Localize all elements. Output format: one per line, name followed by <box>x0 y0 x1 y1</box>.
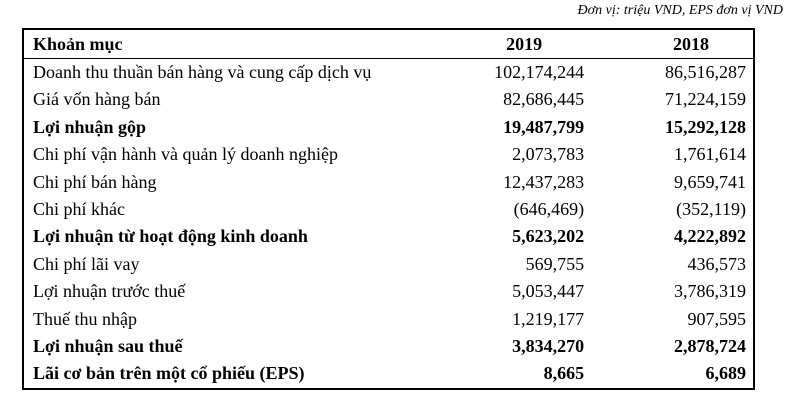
row-label: Doanh thu thuần bán hàng và cung cấp dịch vụ <box>33 62 372 82</box>
table-header-row <box>23 29 754 59</box>
row-value-2018: 907,595 <box>687 308 746 329</box>
header-item: Khoản mục <box>33 34 123 54</box>
unit-note: Đơn vị: triệu VND, EPS đơn vị VND <box>577 3 783 18</box>
row-value-2018: 4,222,892 <box>674 226 746 247</box>
header-2018: 2018 <box>673 34 710 54</box>
header-2019: 2019 <box>506 34 543 54</box>
table-body <box>23 59 754 389</box>
row-label: Lãi cơ bản trên một cổ phiếu (EPS) <box>33 363 305 384</box>
row-label: Chi phí khác <box>33 199 125 220</box>
row-value-2019: 102,174,244 <box>494 62 585 82</box>
row-value-2019: 3,834,270 <box>512 336 585 357</box>
table-row <box>23 333 754 360</box>
row-value-2018: 3,786,319 <box>674 281 746 302</box>
row-value-2018: 6,689 <box>705 363 746 384</box>
row-value-2019: 12,437,283 <box>503 171 585 192</box>
row-value-2019: 569,755 <box>525 253 585 274</box>
row-value-2019: 5,623,202 <box>512 226 585 247</box>
table-row <box>23 306 754 333</box>
row-value-2019: (646,469) <box>513 199 585 220</box>
row-value-2019: 82,686,445 <box>503 89 585 110</box>
income-statement-table <box>22 28 755 390</box>
table-row <box>23 278 754 305</box>
table-row <box>23 59 754 87</box>
table-row <box>23 141 754 168</box>
table-row <box>23 360 754 388</box>
row-value-2018: 1,761,614 <box>674 144 746 165</box>
table-row <box>23 114 754 141</box>
table-row <box>23 251 754 278</box>
row-value-2018: 2,878,724 <box>674 336 746 357</box>
table-row <box>23 196 754 223</box>
row-label: Lợi nhuận gộp <box>33 116 147 137</box>
row-value-2018: 436,573 <box>687 253 746 274</box>
row-label: Giá vốn hàng bán <box>33 89 161 110</box>
row-value-2018: 15,292,128 <box>665 116 746 137</box>
row-value-2018: 71,224,159 <box>665 89 746 110</box>
row-label: Lợi nhuận sau thuế <box>33 336 183 357</box>
row-label: Lợi nhuận trước thuế <box>33 281 186 302</box>
row-value-2019: 8,665 <box>543 363 585 384</box>
row-value-2019: 5,053,447 <box>512 281 585 302</box>
row-value-2018: (352,119) <box>676 199 746 220</box>
row-value-2019: 19,487,799 <box>503 116 585 137</box>
row-label: Chi phí bán hàng <box>33 171 157 192</box>
row-label: Lợi nhuận từ hoạt động kinh doanh <box>33 226 308 247</box>
row-value-2018: 86,516,287 <box>665 62 746 82</box>
table-row <box>23 169 754 196</box>
table-row <box>23 86 754 113</box>
row-label: Chi phí lãi vay <box>33 253 140 274</box>
row-value-2018: 9,659,741 <box>674 171 746 192</box>
table-row <box>23 223 754 250</box>
row-label: Thuế thu nhập <box>33 308 137 329</box>
row-label: Chi phí vận hành và quản lý doanh nghiệp <box>33 144 338 165</box>
row-value-2019: 2,073,783 <box>512 144 585 165</box>
row-value-2019: 1,219,177 <box>512 308 585 329</box>
